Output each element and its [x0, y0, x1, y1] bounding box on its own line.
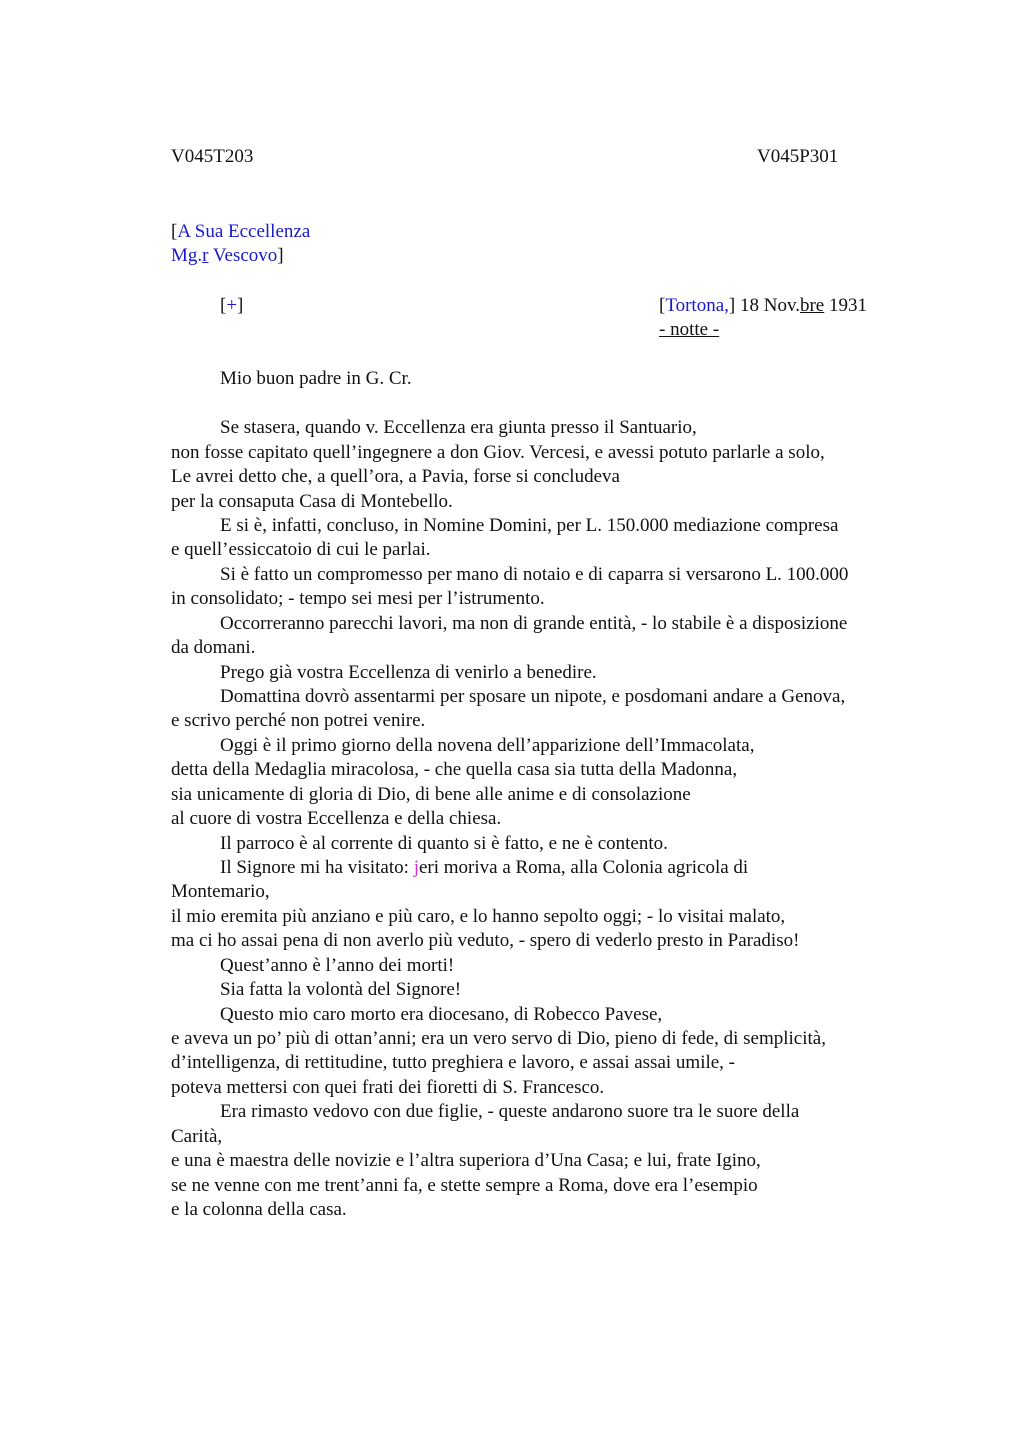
dateline-month-sup: bre: [799, 295, 825, 316]
body-line: Prego già vostra Eccellenza di venirlo a benedire.: [220, 662, 597, 683]
body-line: e scrivo perché non potrei venire.: [171, 710, 426, 731]
dateline-year: 1931: [824, 295, 867, 316]
body-line: e la colonna della casa.: [171, 1199, 347, 1220]
dateline: [Tortona,] 18 Nov.bre 1931: [659, 295, 867, 316]
body-line: per la consaputa Casa di Montebello.: [171, 491, 453, 512]
body-line: Occorreranno parecchi lavori, ma non di grande entità, - lo stabile è a disposizione: [220, 613, 848, 634]
cross-mark: [+]: [220, 295, 244, 316]
body-line: se ne venne con me trent’anni fa, e stette sempre a Roma, dove era l’esempio: [171, 1175, 758, 1196]
body-line: detta della Medaglia miracolosa, - che quella casa sia tutta della Madonna,: [171, 759, 738, 780]
body-line: Si è fatto un compromesso per mano di notaio e di caparra si versarono L. 100.000: [220, 564, 849, 585]
body-line: non fosse capitato quell’ingegnere a don Giov. Vercesi, e avessi potuto parlarle a solo,: [171, 442, 825, 463]
body-line: Le avrei detto che, a quell’ora, a Pavia, forse si concludeva: [171, 466, 620, 487]
document-code-right: V045P301: [757, 146, 839, 167]
body-line: Il parroco è al corrente di quanto si è fatto, e ne è contento.: [220, 833, 668, 854]
body-line: E si è, infatti, concluso, in Nomine Domini, per L. 150.000 mediazione compresa: [220, 515, 839, 536]
body-line: al cuore di vostra Eccellenza e della chiesa.: [171, 808, 502, 829]
bracket-open: [: [171, 221, 178, 242]
body-line: e una è maestra delle novizie e l’altra superiora d’Una Casa; e lui, frate Igino,: [171, 1150, 761, 1171]
dateline-place: Tortona,: [665, 295, 729, 316]
cross-symbol: +: [226, 295, 238, 316]
body-line: e quell’essiccatoio di cui le parlai.: [171, 539, 431, 560]
body-line: da domani.: [171, 637, 256, 658]
address-vescovo: Vescovo: [208, 245, 278, 266]
body-line: Se stasera, quando v. Eccellenza era giunta presso il Santuario,: [220, 417, 697, 438]
body-line: Carità,: [171, 1126, 223, 1147]
salutation: Mio buon padre in G. Cr.: [220, 368, 412, 389]
body-line: e aveva un po’ più di ottan’anni; era un vero servo di Dio, pieno di fede, di semplicità,: [171, 1028, 826, 1049]
body-line: d’intelligenza, di rettitudine, tutto preghiera e lavoro, e assai assai umile, -: [171, 1052, 736, 1073]
body-line: ma ci ho assai pena di non averlo più veduto, - spero di vederlo presto in Paradiso!: [171, 930, 800, 951]
body-line: il mio eremita più anziano e più caro, e lo hanno sepolto oggi; - lo visitai malato,: [171, 906, 786, 927]
body-line: Oggi è il primo giorno della novena dell’apparizione dell’Immacolata,: [220, 735, 755, 756]
body-line: Domattina dovrò assentarmi per sposare un nipote, e posdomani andare a Genova,: [220, 686, 846, 707]
body-line: sia unicamente di gloria di Dio, di bene alle anime e di consolazione: [171, 784, 691, 805]
body-line: Era rimasto vedovo con due figlie, - queste andarono suore tra le suore della: [220, 1101, 800, 1122]
dateline-notte: - notte -: [659, 319, 720, 340]
body-line: Montemario,: [171, 881, 270, 902]
bracket-close: ]: [277, 245, 284, 266]
body-line: Quest’anno è l’anno dei morti!: [220, 955, 455, 976]
body-line: Questo mio caro morto era diocesano, di Robecco Pavese,: [220, 1004, 663, 1025]
address-line-1: [171, 221, 310, 243]
document-code-left: V045T203: [171, 146, 254, 167]
address-line-2: [171, 245, 284, 267]
body-line: Sia fatta la volontà del Signore!: [220, 979, 462, 1000]
highlighted-letter: j: [413, 857, 419, 878]
address-recipient: A Sua Eccellenza: [177, 221, 311, 242]
body-line: in consolidato; - tempo sei mesi per l’istrumento.: [171, 588, 545, 609]
body-line: Il Signore mi ha visitato: jeri moriva a Roma, alla Colonia agricola di: [220, 857, 749, 878]
body-line: poteva mettersi con quei frati dei fioretti di S. Francesco.: [171, 1077, 605, 1098]
address-mgr: Mg.: [171, 245, 203, 266]
address-mgr-sup: r: [202, 245, 209, 266]
